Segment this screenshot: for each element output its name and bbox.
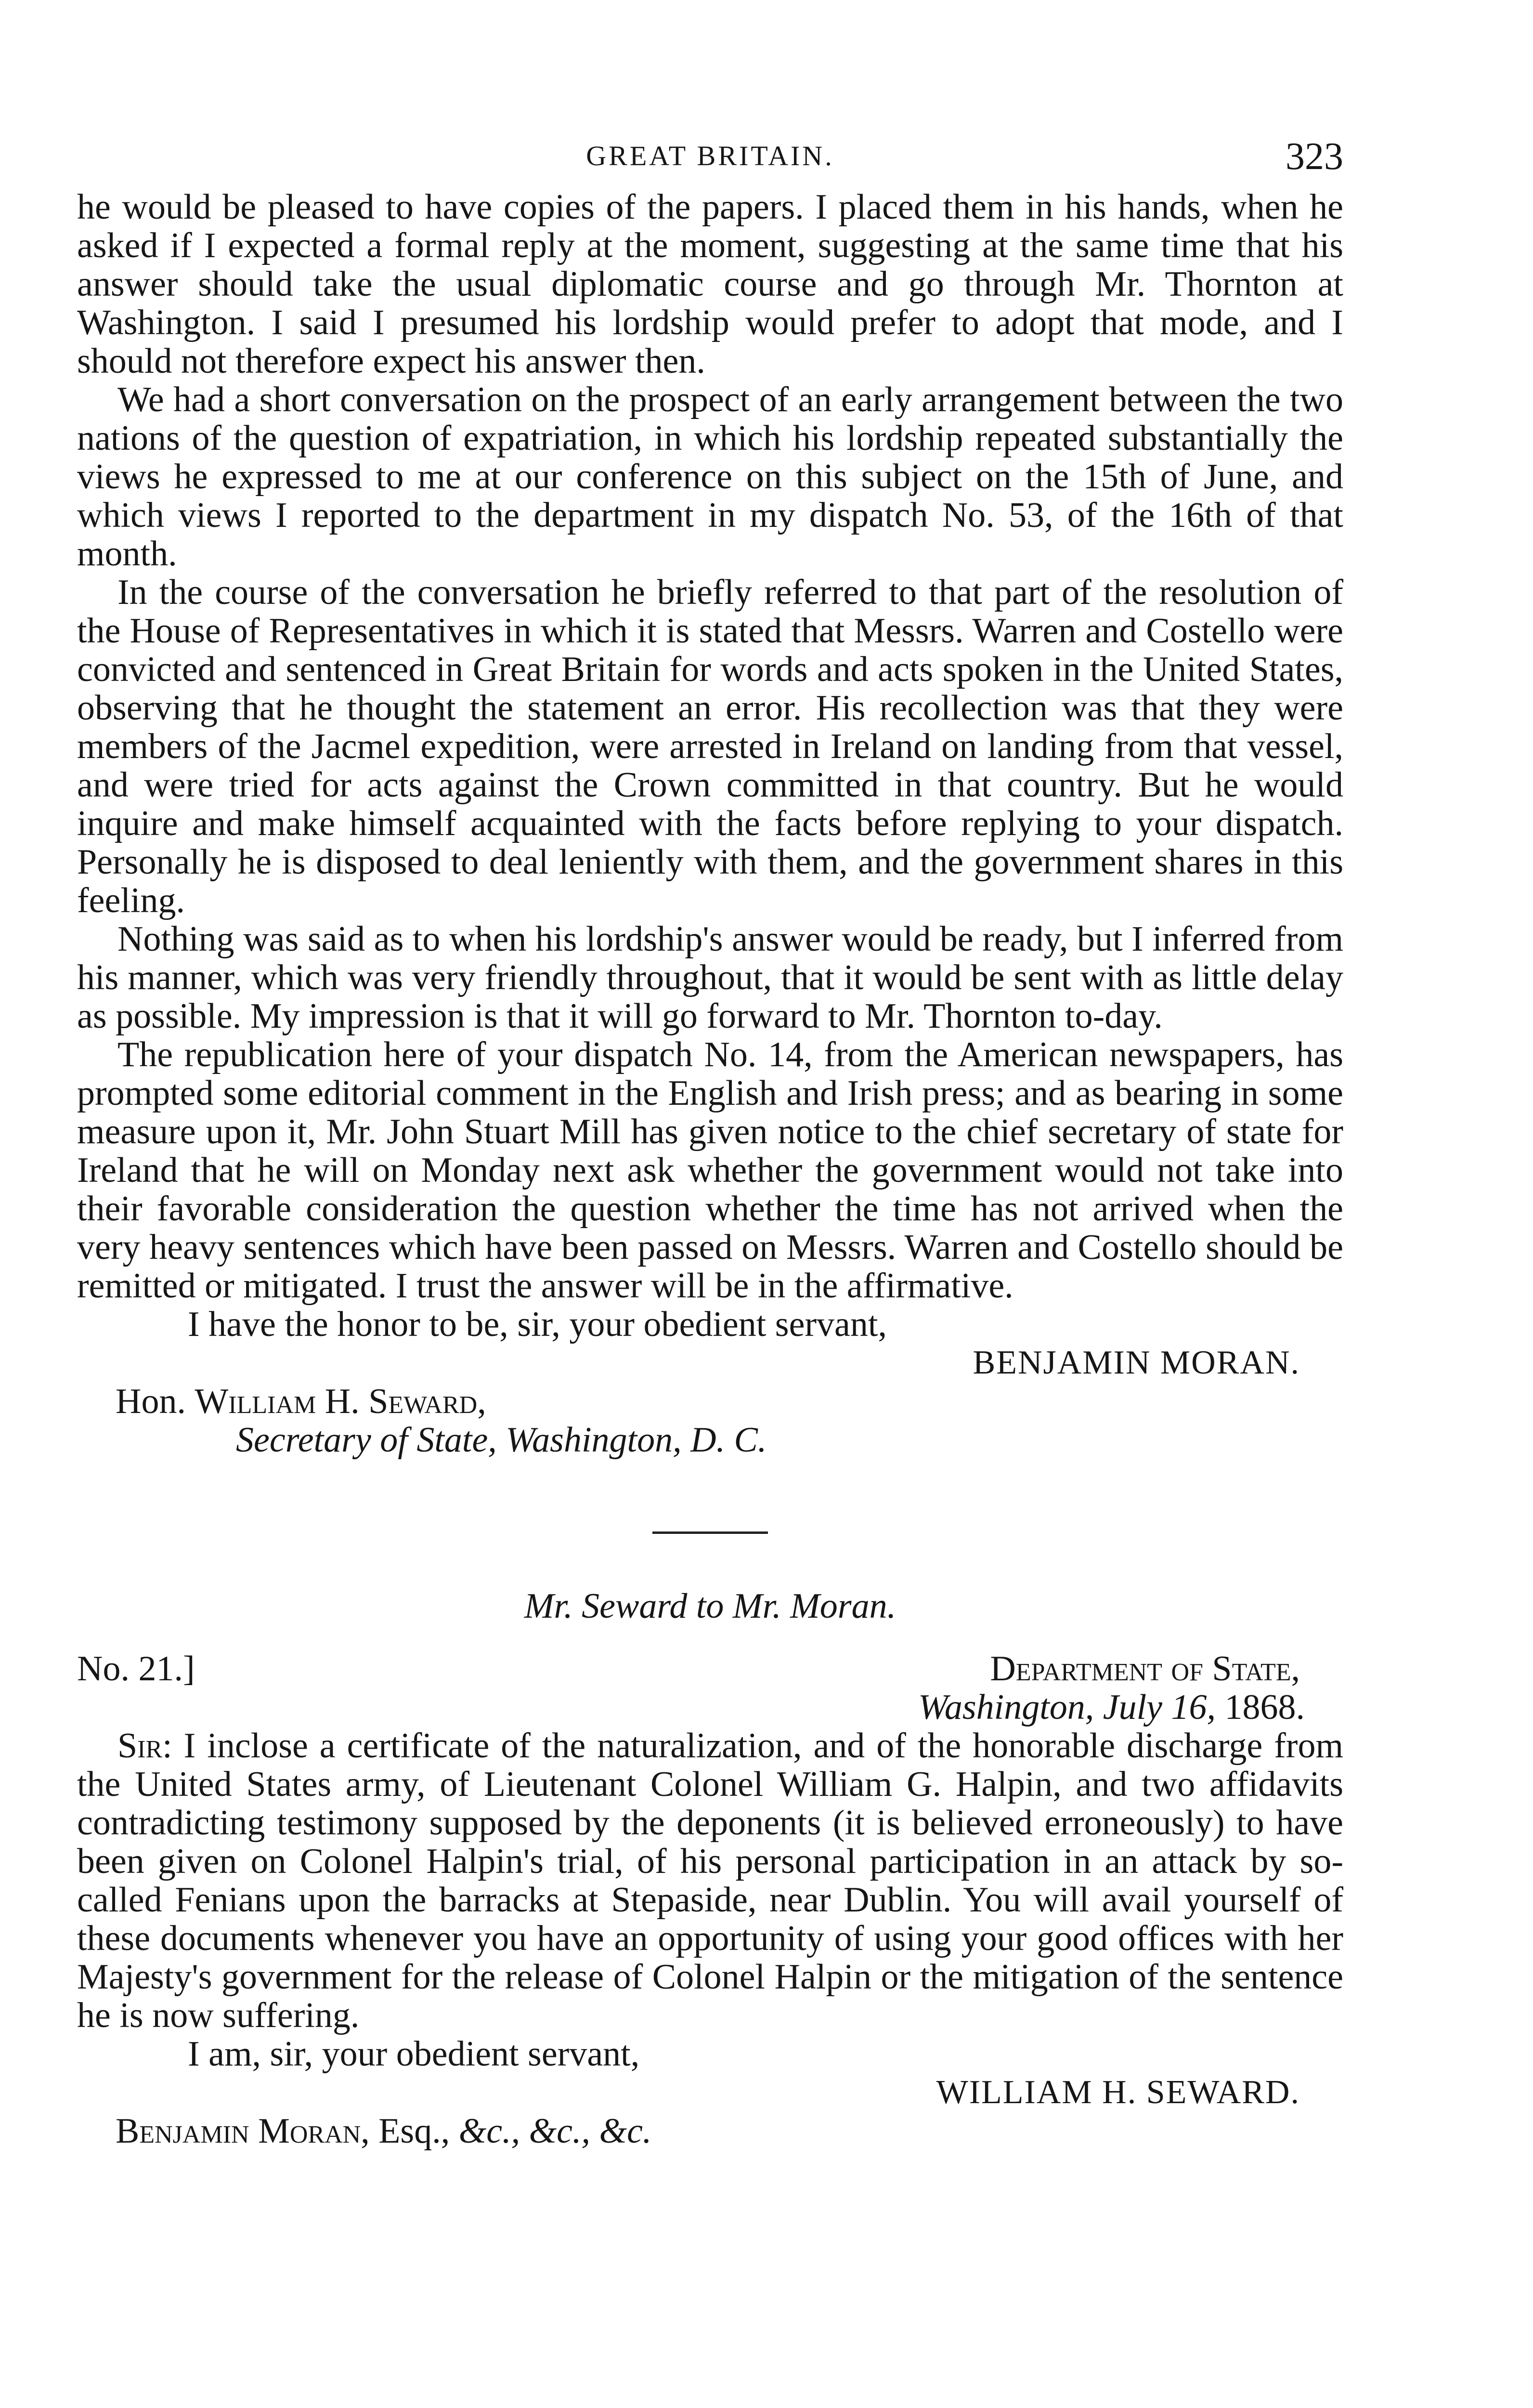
place-date-text: Washington, July 16, <box>918 1688 1216 1727</box>
letter-body: I inclose a certificate of the naturalization, and of the honorable discharge from the United States army, of Lieutenant Colonel William G. Halpin, and two affidavits contradicting testimony supposed by the deponents (it is believed erroneously) to have been given on Colonel Halpin's trial, of his personal participation in an attack by so-called Fenians upon the barracks at Stepaside, near Dublin. You will avail yourself of these documents whenever you have an opportunity of using your good offices with her Majesty's government for the release of Colonel Halpin or the mitigation of the sentence he is now suffering. <box>77 1726 1343 2035</box>
addressee <box>77 1382 1343 1421</box>
addressee-suffix: , Esq., <box>361 2111 459 2151</box>
closing-line: I am, sir, your obedient servant, <box>188 2034 640 2074</box>
year: 1868. <box>1224 1688 1305 1727</box>
document-page <box>77 135 1343 2151</box>
salutation: Sir: <box>117 1726 172 1766</box>
dispatch-number: No. 21.] <box>77 1649 195 1688</box>
dateline <box>77 1649 1343 1727</box>
addressee-name: Benjamin Moran <box>116 2111 361 2151</box>
addressee-title: Secretary of State, Washington, D. C. <box>236 1420 767 1460</box>
document-heading: Mr. Seward to Mr. Moran. <box>524 1586 896 1626</box>
addressee <box>77 2112 1343 2150</box>
paragraph: Nothing was said as to when his lordship's answer would be ready, but I inferred from his manner, which was very friendly throughout, that it would be sent with as little delay as possible. My impression is that it will go forward to Mr. Thornton to-day. <box>77 919 1343 1036</box>
closing-line: I have the honor to be, sir, your obedient servant, <box>188 1305 887 1344</box>
section-divider <box>652 1531 768 1534</box>
place-date <box>918 1688 1305 1727</box>
department-name: Department of State, <box>990 1649 1300 1688</box>
signature: WILLIAM H. SEWARD. <box>936 2074 1300 2111</box>
paragraph: In the course of the conversation he briefly referred to that part of the resolution of the House of Representatives in which it is stated that Messrs. Warren and Costello were convicted and sentenced in Great Britain for words and acts spoken in the United States, observing that he thought the statement an error. His recollection was that they were members of the Jacmel expedition, were arrested in Ireland on landing from that vessel, and were tried for acts against the Crown committed in that country. But he would inquire and make himself acquainted with the facts before replying to your dispatch. Personally he is disposed to deal leniently with them, and the government shares in this feeling. <box>77 573 1343 920</box>
addressee-name: William H. Seward, <box>195 1382 486 1421</box>
page-number: 323 <box>1286 135 1343 178</box>
paragraph: he would be pleased to have copies of the papers. I placed them in his hands, when he asked if I expected a formal reply at the moment, suggesting at the same time that his answer should take the usual diplomatic course and go through Mr. Thornton at Washington. I said I presumed his lordship would prefer to adopt that mode, and I should not therefore expect his answer then. <box>77 187 1343 381</box>
paragraph <box>77 1727 1343 2035</box>
page-header <box>77 135 1343 188</box>
paragraph: The republication here of your dispatch No. 14, from the American newspapers, has prompted some editorial comment in the English and Irish press; and as bearing in some measure upon it, Mr. John Stuart Mill has given notice to the chief secretary of state for Ireland that he will on Monday next ask whether the government would not take into their favorable consideration the question whether the time has not arrived when the very heavy sentences which have been passed on Messrs. Warren and Costello should be remitted or mitigated. I trust the answer will be in the affirmative. <box>77 1035 1343 1306</box>
letter-moran-to-seward <box>77 188 1343 1305</box>
signature: BENJAMIN MORAN. <box>973 1344 1300 1381</box>
addressee-prefix: Hon. <box>116 1382 195 1421</box>
paragraph: We had a short conversation on the prospect of an early arrangement between the two nations of the question of expatriation, in which his lordship repeated substantially the views he expressed to me at our conference on this subject on the 15th of June, and which views I reported to the department in my dispatch No. 53, of the 16th of that month. <box>77 380 1343 574</box>
letter-seward-to-moran <box>77 1727 1343 2035</box>
running-head: GREAT BRITAIN. <box>586 140 834 171</box>
addressee-etc: &c., &c., &c. <box>458 2111 652 2151</box>
